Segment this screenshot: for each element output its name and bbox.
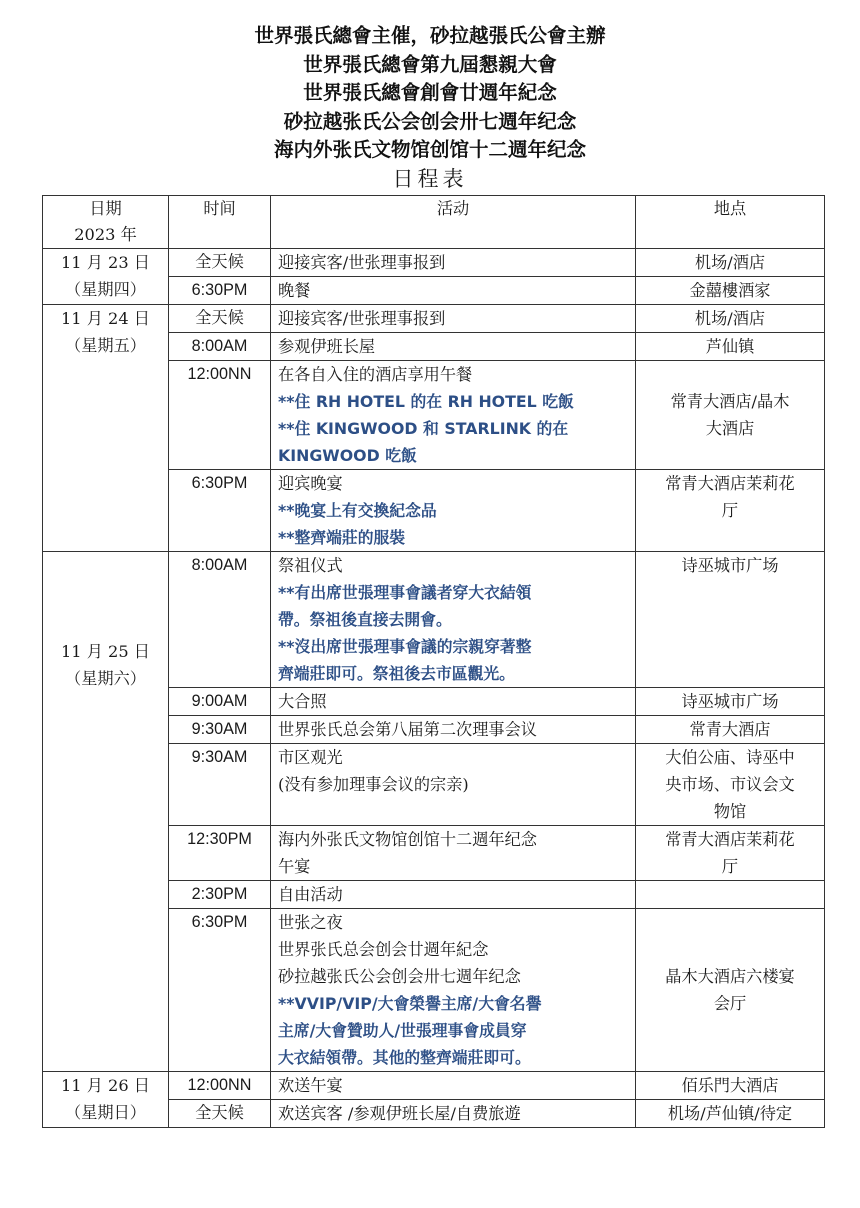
location-cell: 诗巫城市广场	[636, 552, 825, 688]
table-row	[43, 305, 825, 333]
day-cell: 11 月 26 日 （星期日）	[43, 1072, 169, 1128]
location-cell: 常青大酒店/晶木 大酒店	[636, 361, 825, 470]
activity-cell: 欢送午宴	[271, 1072, 636, 1100]
activity-cell: 世张之夜 世界张氏总会创会廿週年紀念 砂拉越张氏公会创会卅七週年纪念 **VVIP/VIP/大會榮譽主席/大會名譽 主席/大會贊助人/世張理事會成員穿 大衣結領帶。其他的整齊端莊即可。	[271, 909, 636, 1072]
activity-cell: 世界张氏总会第八届第二次理事会议	[271, 716, 636, 744]
headline-anniversary-world: 世界張氏總會創會廿週年紀念	[303, 81, 557, 104]
activity-cell: 自由活动	[271, 881, 636, 909]
time-cell: 2:30PM	[169, 881, 271, 909]
location-cell: 常青大酒店	[636, 716, 825, 744]
activity-cell: 参观伊班长屋	[271, 333, 636, 361]
activity-cell: 迎接宾客/世张理事报到	[271, 249, 636, 277]
activity-cell: 晚餐	[271, 277, 636, 305]
day-cell: 11 月 24 日 （星期五）	[43, 305, 169, 552]
table-row	[43, 249, 825, 277]
table-row	[43, 552, 825, 688]
time-cell: 全天候	[169, 1100, 271, 1128]
location-cell	[636, 881, 825, 909]
header-activity: 活动	[271, 196, 636, 249]
header-time: 时间	[169, 196, 271, 249]
time-cell: 12:30PM	[169, 826, 271, 881]
time-cell: 8:00AM	[169, 333, 271, 361]
location-cell: 机场/芦仙镇/待定	[636, 1100, 825, 1128]
activity-cell: 大合照	[271, 688, 636, 716]
headline-organizers: 世界張氏總會主催，砂拉越張氏公會主辦	[254, 24, 606, 47]
activity-cell: 市区观光 (没有参加理事会议的宗亲)	[271, 744, 636, 826]
activity-cell: 欢送宾客 /参观伊班长屋/自费旅遊	[271, 1100, 636, 1128]
location-cell: 晶木大酒店六楼宴 会厅	[636, 909, 825, 1072]
headline-anniversary-museum: 海内外张氏文物馆创馆十二週年纪念	[273, 138, 586, 161]
header-location: 地点	[636, 196, 825, 249]
day-cell: 11 月 25 日 （星期六）	[43, 552, 169, 1072]
activity-cell: 迎宾晚宴 **晚宴上有交換紀念品 **整齊端莊的服裝	[271, 470, 636, 552]
time-cell: 6:30PM	[169, 909, 271, 1072]
location-cell: 机场/酒店	[636, 305, 825, 333]
headline-anniversary-sarawak: 砂拉越张氏公会创会卅七週年纪念	[283, 109, 577, 133]
day-cell: 11 月 23 日 （星期四）	[43, 249, 169, 305]
headline-convention: 世界張氏總會第九屆懇親大會	[303, 52, 557, 76]
activity-cell: 迎接宾客/世张理事报到	[271, 305, 636, 333]
location-cell: 大伯公庙、诗巫中 央市场、市议会文 物馆	[636, 744, 825, 826]
activity-cell: 祭祖仪式 **有出席世張理事會議者穿大衣結領 帶。祭祖後直接去開會。 **沒出席世張理事會議的宗親穿著整 齊端莊即可。祭祖後去市區觀光。	[271, 552, 636, 688]
location-cell: 常青大酒店茉莉花 厅	[636, 470, 825, 552]
time-cell: 6:30PM	[169, 470, 271, 552]
schedule-title: 日程表	[392, 167, 468, 191]
header-date: 日期 2023 年	[43, 196, 169, 249]
activity-cell: 海内外张氏文物馆创馆十二週年纪念 午宴	[271, 826, 636, 881]
time-cell: 全天候	[169, 305, 271, 333]
location-cell: 芦仙镇	[636, 333, 825, 361]
location-cell: 佰乐門大酒店	[636, 1072, 825, 1100]
headline-block	[0, 22, 860, 165]
location-cell: 机场/酒店	[636, 249, 825, 277]
location-cell: 常青大酒店茉莉花 厅	[636, 826, 825, 881]
schedule-table	[42, 195, 825, 1128]
location-cell: 诗巫城市广场	[636, 688, 825, 716]
time-cell: 12:00NN	[169, 361, 271, 470]
time-cell: 9:30AM	[169, 716, 271, 744]
header-row	[43, 196, 825, 249]
time-cell: 6:30PM	[169, 277, 271, 305]
time-cell: 9:30AM	[169, 744, 271, 826]
time-cell: 全天候	[169, 249, 271, 277]
time-cell: 8:00AM	[169, 552, 271, 688]
activity-cell: 在各自入住的酒店享用午餐 **住 RH HOTEL 的在 RH HOTEL 吃飯 **住 KINGWOOD 和 STARLINK 的在 KINGWOOD 吃飯	[271, 361, 636, 470]
time-cell: 9:00AM	[169, 688, 271, 716]
table-row	[43, 1072, 825, 1100]
location-cell: 金囍樓酒家	[636, 277, 825, 305]
time-cell: 12:00NN	[169, 1072, 271, 1100]
